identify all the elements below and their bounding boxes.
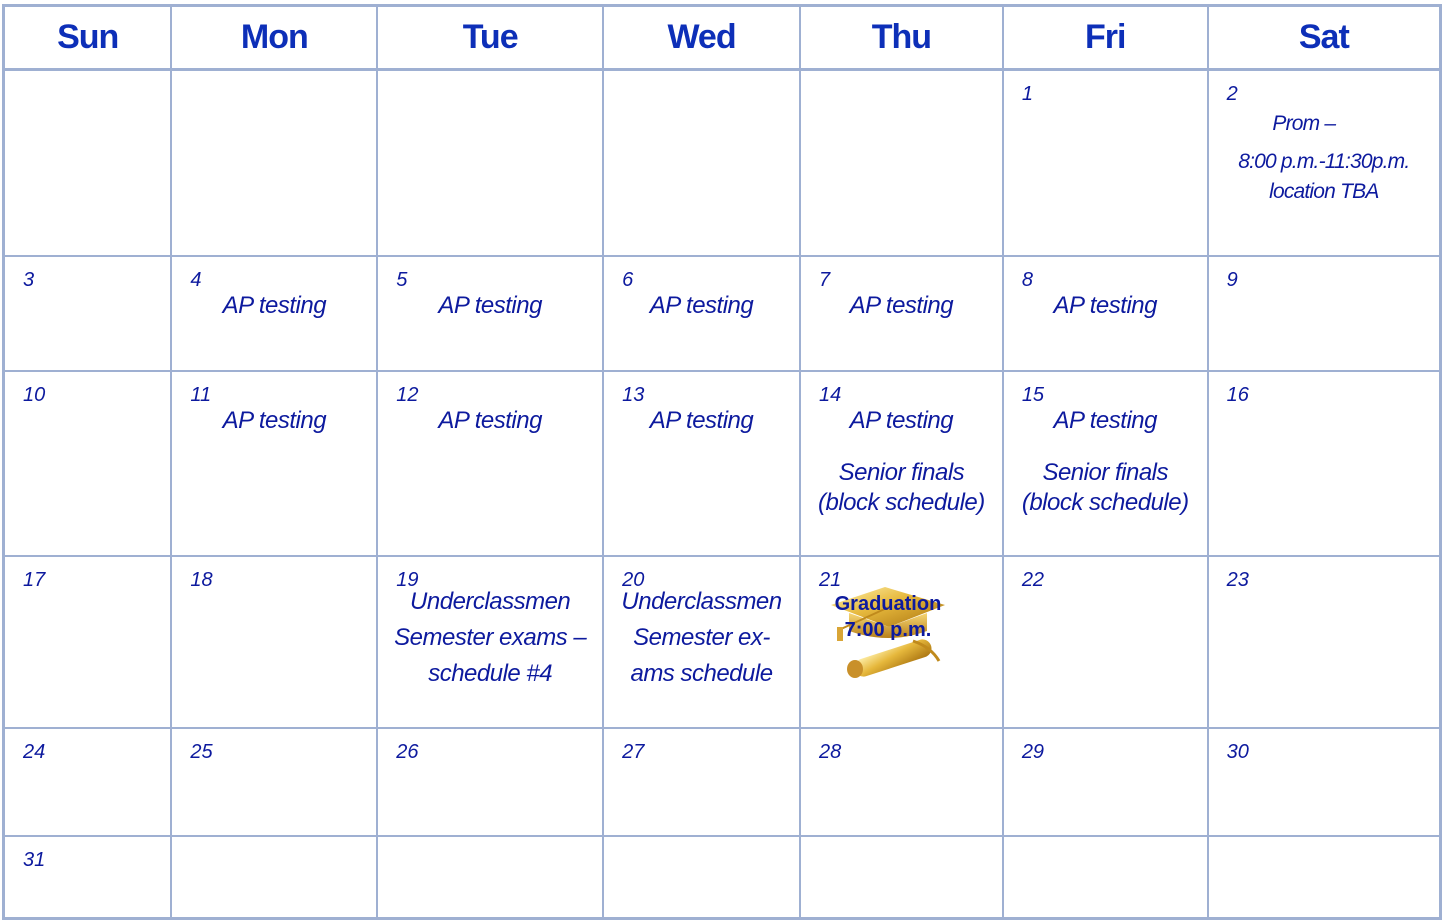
day-cell-content (5, 257, 170, 370)
calendar-grid (2, 4, 1442, 920)
day-number: 2 (1226, 83, 1238, 105)
day-cell[interactable] (4, 371, 172, 556)
event-text: Senior finals (838, 459, 965, 486)
day-cell-content (604, 257, 799, 370)
event-text: AP testing (1053, 292, 1157, 319)
event-text: AP testing (649, 292, 754, 319)
day-cell[interactable] (1208, 836, 1441, 919)
event-text: Senior finals (1042, 459, 1169, 486)
day-cell-content (172, 729, 376, 835)
day-cell-content (604, 837, 799, 917)
day-number: 7 (818, 269, 831, 291)
week-row (4, 836, 1441, 919)
day-cell[interactable] (1208, 70, 1441, 257)
weekday-wed: Wed (603, 6, 800, 70)
day-number: 18 (190, 569, 213, 591)
day-cell-content (1209, 837, 1439, 917)
day-number: 8 (1021, 269, 1033, 291)
day-cell-content (1004, 837, 1207, 917)
day-cell-content (378, 257, 602, 370)
day-cell-content (1004, 257, 1207, 370)
day-cell-content (604, 71, 799, 255)
day-cell[interactable] (1003, 371, 1208, 556)
day-cell[interactable] (603, 728, 800, 836)
weekday-header-row (4, 6, 1441, 70)
day-cell[interactable] (1208, 728, 1441, 836)
day-cell[interactable] (377, 556, 603, 728)
day-cell[interactable] (1003, 728, 1208, 836)
day-cell[interactable] (1208, 256, 1441, 371)
day-number: 6 (622, 269, 634, 291)
day-number: 20 (622, 569, 645, 591)
event-text: AP testing (438, 407, 542, 434)
event-text: Underclassmen (410, 588, 571, 615)
day-number: 5 (396, 269, 408, 291)
day-number: 16 (1226, 384, 1249, 406)
day-cell[interactable] (1003, 836, 1208, 919)
event-text: Prom – (1272, 112, 1336, 135)
day-cell[interactable] (603, 371, 800, 556)
day-cell-content (5, 71, 170, 255)
day-number: 23 (1226, 569, 1249, 591)
day-cell[interactable] (171, 728, 377, 836)
day-cell-content (172, 257, 376, 370)
day-cell[interactable] (800, 728, 1003, 836)
day-number: 10 (23, 384, 46, 406)
day-cell[interactable] (171, 70, 377, 257)
day-cell-content (801, 71, 1002, 255)
day-cell-content (378, 837, 602, 917)
day-cell-content (1209, 372, 1439, 555)
day-cell[interactable] (171, 556, 377, 728)
day-cell[interactable] (603, 70, 800, 257)
day-number: 22 (1021, 569, 1045, 591)
weekday-thu: Thu (800, 6, 1003, 70)
weekday-tue: Tue (377, 6, 603, 70)
graduation-event (823, 583, 953, 683)
day-cell-content (1209, 71, 1439, 255)
weekday-mon: Mon (171, 6, 377, 70)
day-number: 13 (622, 384, 645, 406)
week-row (4, 728, 1441, 836)
day-number: 11 (190, 384, 212, 406)
event-text: location TBA (1269, 180, 1379, 203)
day-cell-content (1209, 557, 1439, 727)
weekday-sun: Sun (4, 6, 172, 70)
day-cell[interactable] (603, 256, 800, 371)
event-text: (block schedule) (818, 489, 985, 516)
day-number: 14 (818, 384, 842, 406)
day-number: 15 (1021, 384, 1045, 406)
day-number: 4 (190, 269, 202, 291)
day-number: 12 (396, 384, 419, 406)
day-cell[interactable] (1003, 556, 1208, 728)
day-cell[interactable] (603, 836, 800, 919)
event-text: AP testing (849, 407, 954, 434)
day-number: 30 (1226, 741, 1249, 763)
event-text: schedule #4 (428, 660, 553, 687)
day-cell-content (1209, 729, 1439, 835)
day-cell[interactable] (800, 556, 1003, 728)
event-text: AP testing (222, 407, 327, 434)
day-number: 27 (622, 741, 645, 763)
day-cell[interactable] (377, 728, 603, 836)
week-row (4, 371, 1441, 556)
event-text: Graduation (834, 593, 942, 615)
event-text: AP testing (438, 292, 542, 319)
day-cell-content (801, 837, 1002, 917)
event-text: ams schedule (630, 660, 773, 687)
day-cell-content (1004, 372, 1207, 555)
day-cell[interactable] (171, 256, 377, 371)
day-cell-content (378, 557, 602, 727)
day-number: 19 (396, 569, 419, 591)
day-cell[interactable] (1003, 256, 1208, 371)
day-cell[interactable] (1208, 371, 1441, 556)
day-cell[interactable] (377, 371, 603, 556)
day-cell-content (5, 729, 170, 835)
event-text: Semester ex- (633, 624, 770, 651)
day-cell-content (801, 729, 1002, 835)
event-text: 7:00 p.m. (844, 619, 932, 641)
day-cell-content (801, 557, 1002, 727)
week-row (4, 556, 1441, 728)
day-cell-content (1004, 71, 1207, 255)
day-cell-content (1209, 257, 1439, 370)
day-cell-content (1004, 557, 1207, 727)
day-cell-content (1004, 729, 1207, 835)
day-cell[interactable] (1003, 70, 1208, 257)
event-text: (block schedule) (1021, 489, 1189, 516)
day-cell-content (5, 837, 170, 917)
day-cell-content (378, 71, 602, 255)
day-cell[interactable] (377, 70, 603, 257)
day-cell-content (801, 372, 1002, 555)
day-cell[interactable] (800, 256, 1003, 371)
day-cell-content (604, 557, 799, 727)
day-number: 1 (1021, 83, 1033, 105)
day-number: 24 (23, 741, 46, 763)
day-cell[interactable] (4, 556, 172, 728)
graduation-event-text (823, 591, 953, 643)
day-cell[interactable] (1208, 556, 1441, 728)
day-cell[interactable] (800, 70, 1003, 257)
weekday-sat: Sat (1208, 6, 1441, 70)
day-cell-content (604, 729, 799, 835)
event-text: AP testing (1053, 407, 1157, 434)
day-cell-content (5, 557, 170, 727)
day-number: 31 (23, 849, 46, 871)
day-cell-content (604, 372, 799, 555)
week-row (4, 70, 1441, 257)
day-cell-content (801, 257, 1002, 370)
day-number: 29 (1021, 741, 1045, 763)
day-cell[interactable] (4, 256, 172, 371)
day-cell-content (378, 372, 602, 555)
day-cell-content (172, 557, 376, 727)
day-cell-content (172, 372, 376, 555)
day-number: 28 (818, 741, 842, 763)
day-cell[interactable] (171, 836, 377, 919)
day-cell-content (378, 729, 602, 835)
event-text: AP testing (849, 292, 954, 319)
day-cell[interactable] (603, 556, 800, 728)
day-cell[interactable] (4, 836, 172, 919)
calendar-body (4, 70, 1441, 919)
event-text: Underclassmen (621, 588, 782, 615)
event-text: AP testing (649, 407, 754, 434)
day-number: 3 (23, 269, 35, 291)
day-cell-content (172, 837, 376, 917)
day-number: 25 (190, 741, 213, 763)
day-number: 26 (396, 741, 419, 763)
day-cell-content (5, 372, 170, 555)
day-cell[interactable] (4, 728, 172, 836)
day-cell[interactable] (377, 836, 603, 919)
day-number: 9 (1226, 269, 1238, 291)
day-cell[interactable] (800, 836, 1003, 919)
day-cell[interactable] (171, 371, 377, 556)
day-cell[interactable] (800, 371, 1003, 556)
day-cell[interactable] (4, 70, 172, 257)
event-text: 8:00 p.m.-11:30p.m. (1238, 150, 1410, 173)
day-number: 21 (818, 569, 842, 591)
event-text: Semester exams – (394, 624, 587, 651)
event-text: AP testing (222, 292, 327, 319)
day-number: 17 (23, 569, 46, 591)
day-cell[interactable] (377, 256, 603, 371)
day-cell-content (172, 71, 376, 255)
weekday-fri: Fri (1003, 6, 1208, 70)
week-row (4, 256, 1441, 371)
